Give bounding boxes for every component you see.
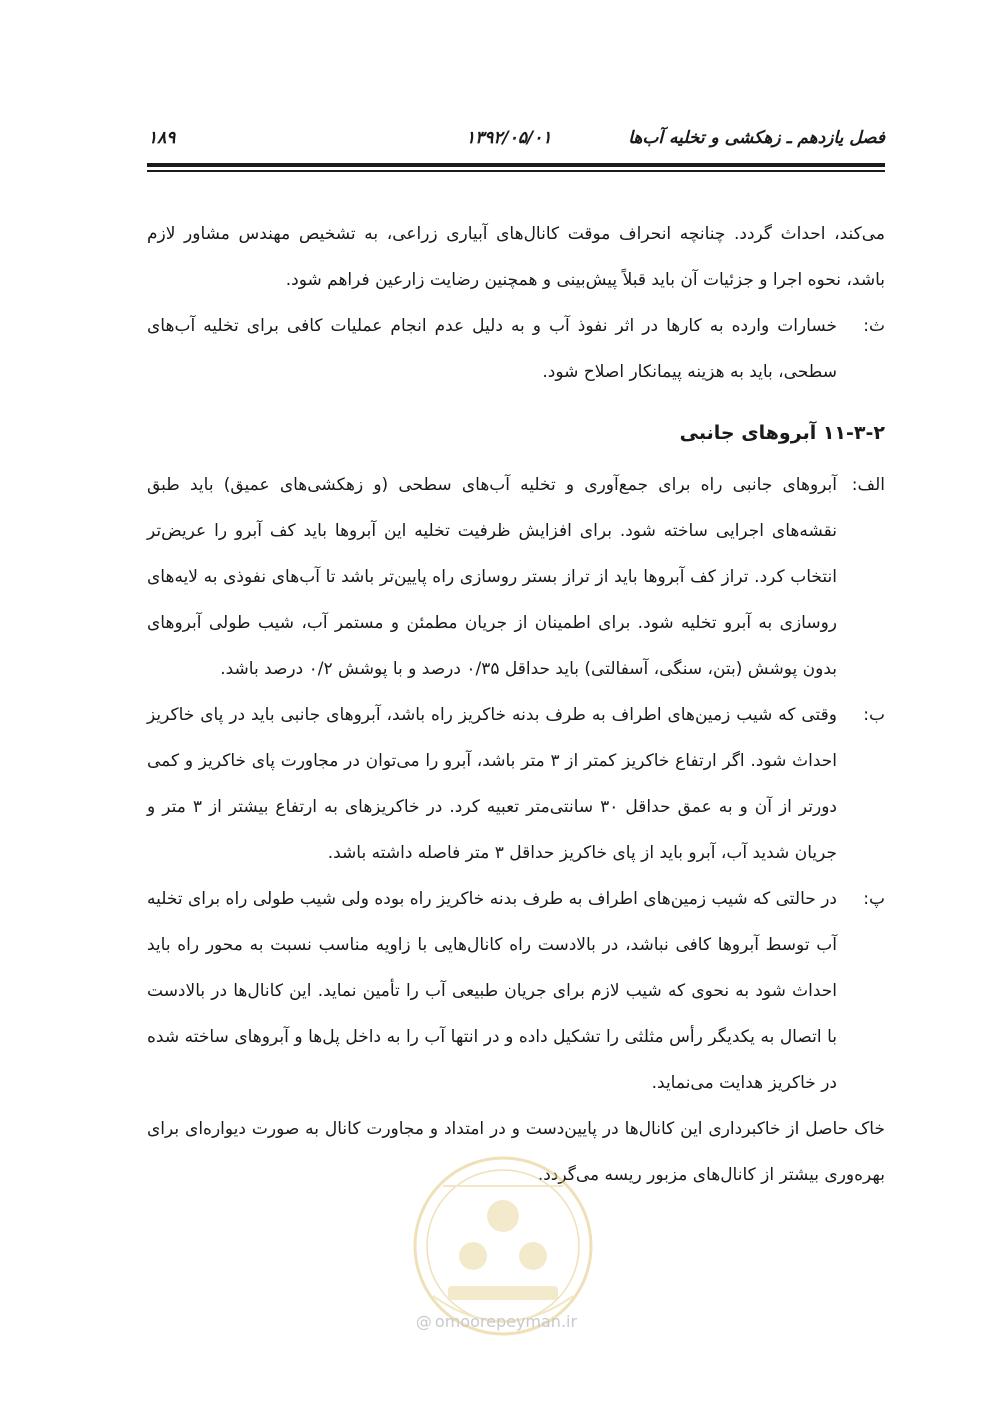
list-item-label: الف: xyxy=(851,475,885,495)
list-item-label: ب: xyxy=(863,705,885,725)
list-item-text: وقتی که شیب زمین‌های اطراف به طرف بدنه خاکریز راه باشد، آبروهای جانبی باید در پای خاکریز احداث شود. اگر ارتفاع خاکریز کمتر از ۳ متر باشد، آبرو را می‌توان در مجاورت پای خاکریز و کمی دورتر از آن و به عمق حداقل ۳۰ سانتی‌متر تعبیه کرد. در خاکریزهای به ارتفاع بیشتر از ۳ متر و جریان شدید آب، آبرو باید از پای خاکریز حداقل ۳ متر فاصله داشته باشد. xyxy=(147,705,837,863)
watermark-url-text: omoorepeyman.ir xyxy=(434,1312,578,1331)
at-sign-icon: @ xyxy=(415,1312,432,1331)
running-header-chapter: فصل یازدهم ـ زهکشی و تخلیه آب‌ها xyxy=(628,128,885,148)
list-item-text: در حالتی که شیب زمین‌های اطراف به طرف بدنه خاکریز راه بوده ولی شیب طولی راه برای تخلیه آب توسط آبروها کافی نباشد، در بالادست راه کانال‌هایی با زاویه مناسب نسبت به محور راه باید احداث شود به نحوی که شیب لازم برای جریان طبیعی آب را تأمین نماید. این کانال‌ها در بالادست با اتصال به یکدیگر رأس مثلثی را تشکیل داده و در انتها آب را به داخل پل‌ها و آبروهای ساخته شده در خاکریز هدایت می‌نماید. xyxy=(147,889,837,1093)
running-header-date: ۱۳۹۲/۰۵/۰۱ xyxy=(466,128,552,148)
list-item-text: خسارات وارده به کارها در اثر نفوذ آب و به دلیل عدم انجام عملیات کافی برای تخلیه آب‌های سطحی، باید به هزینه پیمانکار اصلاح شود. xyxy=(147,316,837,382)
section-heading: ۱۱-۳-۲ آبروهای جانبی xyxy=(679,422,885,444)
header-rule-thin xyxy=(147,170,885,172)
page-body xyxy=(147,211,885,1198)
header-rule-thick xyxy=(147,163,885,167)
list-item-text: آبروهای جانبی راه برای جمع‌آوری و تخلیه آب‌های سطحی (و زهکشی‌های عمیق) باید طبق نقشه‌های اجرایی ساخته شود. برای افزایش ظرفیت تخلیه این آبروها باید کف آبرو را عریض‌تر انتخاب کرد. تراز کف آبروها باید از تراز بستر روسازی راه پایین‌تر باشد تا آب‌های نفوذی به لایه‌های روسازی به آبرو تخلیه شود. برای اطمینان از جریان مطمئن و مستمر آب، شیب طولی آبروهای بدون پوشش (بتن، سنگی، آسفالتی) باید حداقل ۰/۳۵ درصد و با پوشش ۰/۲ درصد باشد. xyxy=(147,475,837,679)
watermark-logo xyxy=(373,1146,633,1416)
closing-paragraph: خاک حاصل از خاکبرداری این کانال‌ها در پایین‌دست و در امتداد و مجاورت کانال به صورت دیواره‌ای برای بهره‌وری بیشتر از کانال‌های مزبور ریسه می‌گردد. xyxy=(147,1119,885,1185)
page-number: ۱۸۹ xyxy=(148,128,176,148)
list-item xyxy=(147,303,885,395)
list-item xyxy=(147,462,885,692)
list-item xyxy=(147,692,885,876)
list-item-label: پ: xyxy=(863,889,885,909)
list-item-label: ث: xyxy=(863,316,885,336)
watermark-url xyxy=(0,1312,993,1331)
intro-paragraph: می‌کند، احداث گردد. چنانچه انحراف موقت کانال‌های آبیاری زراعی، به تشخیص مهندس مشاور لازم باشد، نحوه اجرا و جزئیات آن باید قبلاً پیش‌بینی و همچنین رضایت زارعین فراهم شود. xyxy=(147,224,885,290)
list-item xyxy=(147,876,885,1106)
